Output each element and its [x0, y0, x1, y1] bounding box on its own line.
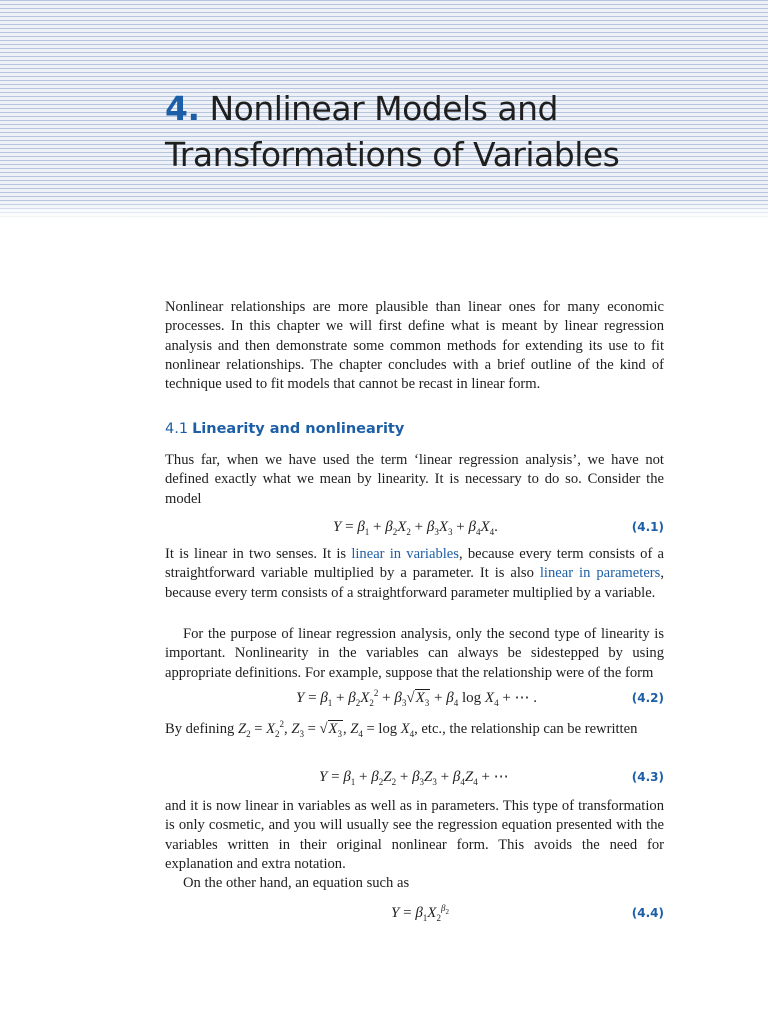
- intro-paragraph: Nonlinear relationships are more plausible than linear ones for many economic processes. In this chapter we will first define what is meant by linear regression analysis and then demonstrate some common methods for extending its use to fit nonlinear relationships. The chapter concludes with a brief outline of the kind of technique used to fit models that cannot be recast in linear form.: [165, 299, 664, 393]
- paragraph-second-type: For the purpose of linear regression analysis, only the second type of linearity is important. Nonlinearity in the variables can always be sidestepped by using appropriate definitions. For example, suppose that the relationship were of the form: [165, 626, 664, 681]
- para2-text-c: , because every term consists of a straightforward parameter multiplied by a variable.: [165, 565, 664, 601]
- equation-4-4-number: (4.4): [631, 906, 664, 920]
- chapter-number: 4.: [165, 89, 200, 128]
- para2-text-a: It is linear in two senses. It is: [165, 546, 352, 562]
- term-linear-in-variables: linear in variables: [351, 546, 459, 562]
- section-number: 4.1: [165, 421, 189, 437]
- paragraph-cosmetic: and it is now linear in variables as well as in parameters. This type of transformation is only cosmetic, and you will usually see the regression equation presented with the variables written in their original nonlinear form. This avoids the need for explanation and extra notation.: [165, 798, 664, 872]
- chapter-title-text-1: Nonlinear Models and: [209, 89, 558, 128]
- equation-4-3: [165, 766, 664, 788]
- para4-text-a: By defining: [165, 721, 238, 737]
- para4-text-b: , etc., the relationship can be rewritten: [414, 721, 638, 737]
- equation-4-1-formula: $Y = \beta_1 + \beta_2X_2 + \beta_3X_3 + \beta_4X_4$.: [333, 519, 498, 537]
- equation-4-3-number: (4.3): [631, 770, 664, 784]
- paragraph-linearity-intro: Thus far, when we have used the term ‘linear regression analysis’, we have not defined exactly what we mean by linearity. It is necessary to do so. Consider the model: [165, 452, 664, 507]
- equation-4-2-number: (4.2): [631, 691, 664, 705]
- equation-4-4-formula: $Y = \beta_1X_2^{\beta_2}$: [391, 903, 449, 923]
- paragraph-defining: By defining $Z_2 = X_2^2$, $Z_3 = √X_3$, $Z_4 = \log X_4$, etc., the relationship can be rewritten: [165, 719, 638, 739]
- section-heading: [165, 421, 404, 437]
- equation-4-4: [165, 902, 664, 924]
- chapter-title-line-2: Transformations of Variables: [165, 135, 620, 174]
- chapter-title-line-1: [165, 86, 755, 132]
- section-title: Linearity and nonlinearity: [192, 421, 405, 437]
- equation-4-2: [165, 687, 664, 709]
- equation-4-1: [165, 516, 664, 538]
- paragraph-two-senses: [165, 545, 664, 603]
- paragraph-other-hand: On the other hand, an equation such as: [183, 875, 410, 891]
- para2-text-b: , because every term consists of a straightforward variable multiplied by a parameter. It is also: [165, 546, 665, 582]
- chapter-title: [165, 86, 755, 178]
- equation-4-3-formula: $Y = \beta_1 + \beta_2Z_2 + \beta_3Z_3 + \beta_4Z_4$ + ⋯: [319, 769, 509, 787]
- banner-fade: [0, 200, 768, 220]
- term-linear-in-parameters: linear in parameters: [539, 565, 661, 582]
- equation-4-2-formula: $Y = \beta_1 + \beta_2X_2^2 + \beta_3√X_3 + \beta_4$ $\log X_4$ + ⋯ .: [296, 688, 538, 708]
- equation-4-1-number: (4.1): [631, 520, 664, 534]
